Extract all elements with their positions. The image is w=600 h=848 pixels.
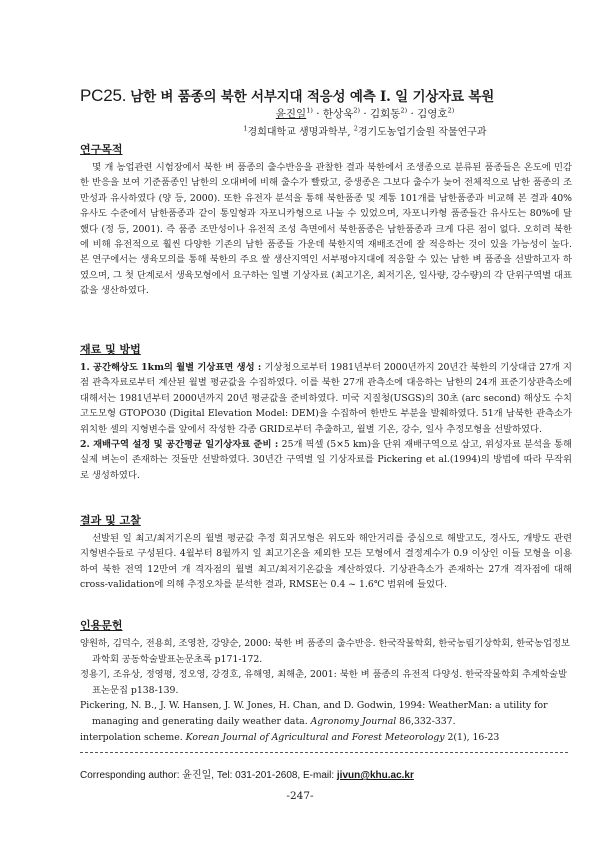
- page-number: -247-: [286, 790, 314, 802]
- reference-item: 양원하, 김덕수, 전용희, 조영찬, 강양순, 2000: 북한 벼 품종의 출수반응. 한국작물학회, 한국농림기상학회, 한국농업정보과학회 공동학술발표논문초록 p171-172.: [80, 638, 571, 665]
- author-separator: ·: [312, 108, 323, 120]
- affil-text: 경희대학교 생명과학부,: [247, 127, 354, 138]
- affil-sup: 2: [353, 124, 358, 133]
- reference-item: Pickering, N. B., J. W. Hansen, J. W. Jones, H. Chan, and D. Godwin, 1994: WeatherMan: a utility for managing and generating daily weather data. Agronomy Journal 86,332-337.: [80, 700, 548, 727]
- author-sup: 1): [306, 106, 313, 115]
- affil-sup: 1: [243, 124, 248, 133]
- corr-label: Corresponding author: 윤진일, Tel: 031-201-2608, E-mail:: [80, 770, 337, 781]
- reference-item: 정용기, 조유상, 정영평, 정오영, 강경호, 유해영, 최해춘, 2001: 북한 벼 품종의 유전적 다양성. 한국작물학회 추계학술발표논문집 p138-139.: [80, 669, 567, 696]
- affiliations: [80, 123, 560, 138]
- section-heading: 연구목적: [80, 143, 123, 156]
- author-separator: ·: [407, 108, 418, 120]
- method-item-text: 25개 픽셀 (5×5 km)을 단위 재배구역으로 삼고, 위성자료 분석을 통해 실제 벼논이 존재하는 것들만 선발하였다. 30년간 구역별 일 기상자료를 Pickering et al.(1994)의 방법에 따라 무작위로 생성하였다.: [80, 439, 573, 481]
- section-references: [80, 617, 572, 745]
- section-paragraph: 선발된 일 최고/최저기온의 월별 평균값 추정 회귀모형은 위도와 해안거리를 중심으로 해발고도, 경사도, 개방도 관련 지형변수들로 구성된다. 4월부터 8월까지 일 최고기온을 제외한 모든 모형에서 결정계수가 0.9 이상인 이들 모형을 이용하여 북한 전역 12만여 개 격자점의 월별 최고/최저기온값을 계산하였다. 기상관측소가 존재하는 27개 격자점에 대해 cross-validation에 의해 추정오차를 분석한 결과, RMSE는 0.4 ~ 1.6℃ 범위에 들었다.: [80, 533, 572, 591]
- section-purpose: [80, 141, 572, 299]
- reference-item: interpolation scheme. Korean Journal of Agricultural and Forest Meteorology 2(1), 16-23: [80, 731, 500, 743]
- author-list: [80, 106, 560, 121]
- paper-title-line: [80, 85, 560, 106]
- author-name: 김영호: [417, 108, 448, 120]
- paper-code: PC25.: [80, 86, 127, 105]
- paper-title: 남한 벼 품종의 북한 서부지대 적응성 예측 I. 일 기상자료 복원: [130, 89, 495, 105]
- section-heading: 인용문헌: [80, 619, 123, 632]
- section-methods: [80, 341, 572, 483]
- author-sup: 2): [353, 106, 360, 115]
- method-item-2: [80, 437, 572, 483]
- author-sup: 2): [447, 106, 455, 115]
- section-heading: 재료 및 방법: [80, 343, 141, 356]
- author-separator: ·: [359, 108, 370, 120]
- footer-divider: [80, 752, 568, 753]
- author-name: 한상욱: [322, 108, 354, 120]
- method-item-heading: 1. 공간해상도 1km의 월별 기상표면 생성 :: [80, 362, 265, 373]
- corresponding-author: [80, 766, 580, 781]
- section-results: [80, 512, 572, 593]
- section-paragraph: 몇 개 농업관련 시험장에서 북한 벼 품종의 출수반응을 관찰한 결과 북한에서 조생종으로 분류된 품종들은 온도에 민감한 반응을 보여 기준품종인 남한의 오대벼에 비해 출수가 빨랐고, 중생종은 그보다 출수가 늦어 전체적으로 남한 품종의 조만성과 유사하였다 (양 등, 2000). 또한 유전자 분석을 통해 북한품종 및 계통 101개를 남한품종과 비교해 본 결과 40% 유사도 수준에서 남한품종과 같이 통일형과 자포니카형으로 나눌 수 있었으며, 자포니카형 품종들간 유사도는 80%에 달했다 (정 등, 2001). 즉 품종 조만성이나 유전적 조성 측면에서 북한품종은 남한품종과 크게 다른 점이 없다. 오히려 북한에 비해 유전적으로 훨씬 다양한 기존의 남한 품종들 가운데 북한지역 재배조건에 잘 적응하는 것이 있을 가능성이 높다. 본 연구에서는 생육모의를 통해 북한의 주요 쌀 생산지역인 서부평야지대에 적응할 수 있는 남한 벼 품종을 선발하고자 하였으며, 그 첫 단계로서 생육모형에서 요구하는 일별 기상자료 (최고기온, 최저기온, 일사량, 강수량)의 각 단위구역별 대표값을 생산하였다.: [80, 162, 572, 297]
- method-item-text: 기상청으로부터 1981년부터 2000년까지 20년간 북한의 기상대급 27개 지점 관측자료로부터 계산된 월별 평균값을 수집하였다. 이를 북한 27개 관측소에 대응하는 남한의 24개 표준기상관측소에 대해서는 1981년부터 2000년까지 20년 평균값을 준비하였다. 미국 지질청(USGS)의 30초 (arc second) 해상도 수치고도모형 GTOPO30 (Digital Elevation Model: DEM)을 수집하여 한반도 부분을 발췌하였다. 51개 남북한 관측소가 위치한 셀의 지형변수를 앞에서 작성한 각종 GRID로부터 추출하고, 월별 기온, 강수, 일사 추정모형을 선발하였다.: [80, 362, 572, 435]
- corr-email-link[interactable]: jivun@khu.ac.kr: [336, 770, 414, 781]
- author-name: 윤진일: [275, 108, 307, 120]
- author-name: 김회동: [370, 108, 401, 120]
- author-sup: 2): [400, 106, 408, 115]
- affil-text: 경기도농업기술원 작물연구과: [357, 127, 487, 138]
- section-heading: 결과 및 고찰: [80, 514, 141, 527]
- method-item-heading: 2. 재배구역 설정 및 공간평균 일기상자료 준비 :: [80, 439, 282, 451]
- method-item-1: [80, 360, 572, 437]
